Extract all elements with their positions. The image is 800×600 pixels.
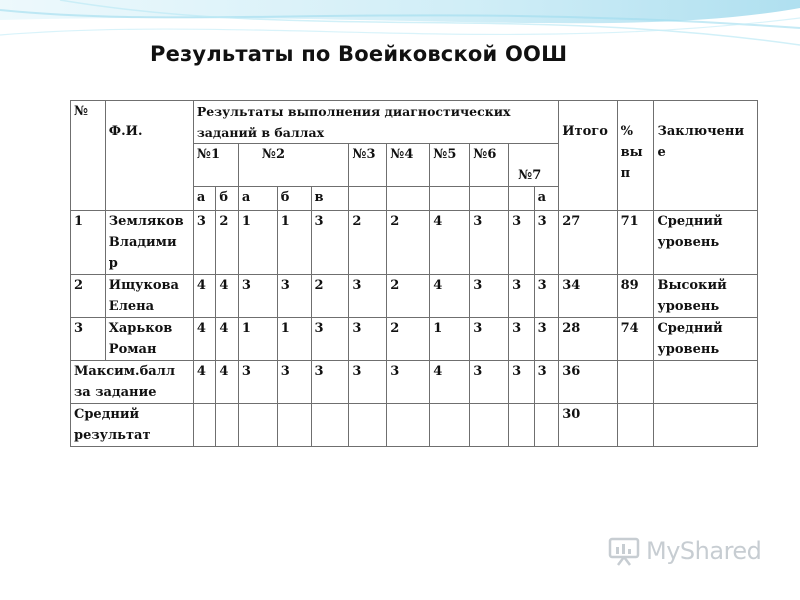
score-cell: 3 bbox=[238, 275, 277, 318]
header-task5: №5 bbox=[430, 144, 470, 187]
score-cell: 3 bbox=[470, 318, 509, 361]
page-title: Результаты по Воейковской ООШ bbox=[150, 42, 568, 66]
header-results: Результаты выполнения диагностических заданий в баллах bbox=[193, 101, 558, 144]
score-cell: 3 bbox=[349, 318, 387, 361]
row-num: 1 bbox=[71, 211, 106, 275]
header-task6: №6 bbox=[470, 144, 509, 187]
score-cell bbox=[470, 404, 509, 447]
score-cell: 4 bbox=[216, 318, 239, 361]
logo-text: MyShared bbox=[646, 537, 762, 565]
score-cell: 3 bbox=[470, 211, 509, 275]
score-cell bbox=[277, 404, 311, 447]
percent-cell: 89 bbox=[617, 275, 654, 318]
score-cell: 4 bbox=[430, 211, 470, 275]
score-cell: 2 bbox=[216, 211, 239, 275]
student-name: Харьков Роман bbox=[105, 318, 193, 361]
student-name: Ищукова Елена bbox=[105, 275, 193, 318]
score-cell: 2 bbox=[387, 211, 430, 275]
score-cell: 3 bbox=[311, 361, 349, 404]
percent-cell: 74 bbox=[617, 318, 654, 361]
total-cell: 36 bbox=[559, 361, 617, 404]
score-cell: 4 bbox=[216, 361, 239, 404]
average-label: Средний результат bbox=[71, 404, 194, 447]
presentation-icon bbox=[608, 535, 640, 567]
score-cell: 2 bbox=[349, 211, 387, 275]
percent-cell bbox=[617, 361, 654, 404]
sub-header: а bbox=[193, 187, 216, 211]
results-table bbox=[70, 100, 758, 447]
score-cell bbox=[387, 404, 430, 447]
header-task1: №1 bbox=[193, 144, 238, 187]
score-cell: 1 bbox=[238, 211, 277, 275]
score-cell: 3 bbox=[534, 318, 559, 361]
header-total: Итого bbox=[559, 101, 617, 211]
table-row bbox=[71, 275, 758, 318]
header-conclusion: Заключени е bbox=[654, 101, 758, 211]
percent-cell: 71 bbox=[617, 211, 654, 275]
conclusion-cell bbox=[654, 361, 758, 404]
myshared-logo bbox=[608, 535, 761, 567]
score-cell: 3 bbox=[534, 275, 559, 318]
row-num: 2 bbox=[71, 275, 106, 318]
score-cell: 4 bbox=[430, 361, 470, 404]
score-cell: 3 bbox=[349, 275, 387, 318]
sub-header bbox=[470, 187, 509, 211]
percent-cell bbox=[617, 404, 654, 447]
score-cell: 3 bbox=[193, 211, 216, 275]
score-cell: 2 bbox=[387, 275, 430, 318]
header-task4: №4 bbox=[387, 144, 430, 187]
score-cell: 3 bbox=[534, 361, 559, 404]
score-cell: 4 bbox=[193, 275, 216, 318]
score-cell: 4 bbox=[430, 275, 470, 318]
score-cell: 1 bbox=[238, 318, 277, 361]
table-row bbox=[71, 318, 758, 361]
score-cell: 3 bbox=[311, 211, 349, 275]
conclusion-cell: Средний уровень bbox=[654, 318, 758, 361]
header-percent: % вы п bbox=[617, 101, 654, 211]
score-cell bbox=[534, 404, 559, 447]
sub-header: б bbox=[277, 187, 311, 211]
score-cell: 3 bbox=[470, 361, 509, 404]
table-row bbox=[71, 211, 758, 275]
sub-header: в bbox=[311, 187, 349, 211]
sub-header bbox=[509, 187, 535, 211]
score-cell: 3 bbox=[277, 275, 311, 318]
score-cell: 1 bbox=[277, 211, 311, 275]
score-cell: 3 bbox=[509, 275, 535, 318]
score-cell: 3 bbox=[238, 361, 277, 404]
sub-header: б bbox=[216, 187, 239, 211]
header-task2: №2 bbox=[238, 144, 349, 187]
score-cell: 3 bbox=[387, 361, 430, 404]
sub-header: а bbox=[238, 187, 277, 211]
sub-header bbox=[430, 187, 470, 211]
score-cell: 3 bbox=[470, 275, 509, 318]
score-cell: 2 bbox=[387, 318, 430, 361]
conclusion-cell: Высокий уровень bbox=[654, 275, 758, 318]
score-cell bbox=[509, 404, 535, 447]
header-num: № bbox=[71, 101, 106, 211]
score-cell bbox=[238, 404, 277, 447]
total-cell: 34 bbox=[559, 275, 617, 318]
score-cell: 4 bbox=[193, 318, 216, 361]
score-cell: 3 bbox=[349, 361, 387, 404]
score-cell bbox=[193, 404, 216, 447]
total-cell: 28 bbox=[559, 318, 617, 361]
average-row bbox=[71, 404, 758, 447]
max-score-label: Максим.балл за задание bbox=[71, 361, 194, 404]
score-cell: 3 bbox=[534, 211, 559, 275]
score-cell: 2 bbox=[311, 275, 349, 318]
score-cell: 3 bbox=[509, 211, 535, 275]
total-cell: 27 bbox=[559, 211, 617, 275]
score-cell: 1 bbox=[430, 318, 470, 361]
student-name: Земляков Владими р bbox=[105, 211, 193, 275]
score-cell: 4 bbox=[216, 275, 239, 318]
score-cell: 4 bbox=[193, 361, 216, 404]
score-cell bbox=[216, 404, 239, 447]
conclusion-cell: Средний уровень bbox=[654, 211, 758, 275]
score-cell: 3 bbox=[509, 318, 535, 361]
score-cell: 3 bbox=[277, 361, 311, 404]
score-cell: 1 bbox=[277, 318, 311, 361]
score-cell bbox=[430, 404, 470, 447]
score-cell: 3 bbox=[509, 361, 535, 404]
total-cell: 30 bbox=[559, 404, 617, 447]
row-num: 3 bbox=[71, 318, 106, 361]
max-score-row bbox=[71, 361, 758, 404]
sub-header bbox=[349, 187, 387, 211]
header-task3: №3 bbox=[349, 144, 387, 187]
sub-header bbox=[387, 187, 430, 211]
score-cell: 3 bbox=[311, 318, 349, 361]
header-task7: №7 bbox=[509, 144, 559, 187]
sub-header: а bbox=[534, 187, 559, 211]
conclusion-cell bbox=[654, 404, 758, 447]
header-name: Ф.И. bbox=[105, 101, 193, 211]
score-cell bbox=[349, 404, 387, 447]
score-cell bbox=[311, 404, 349, 447]
